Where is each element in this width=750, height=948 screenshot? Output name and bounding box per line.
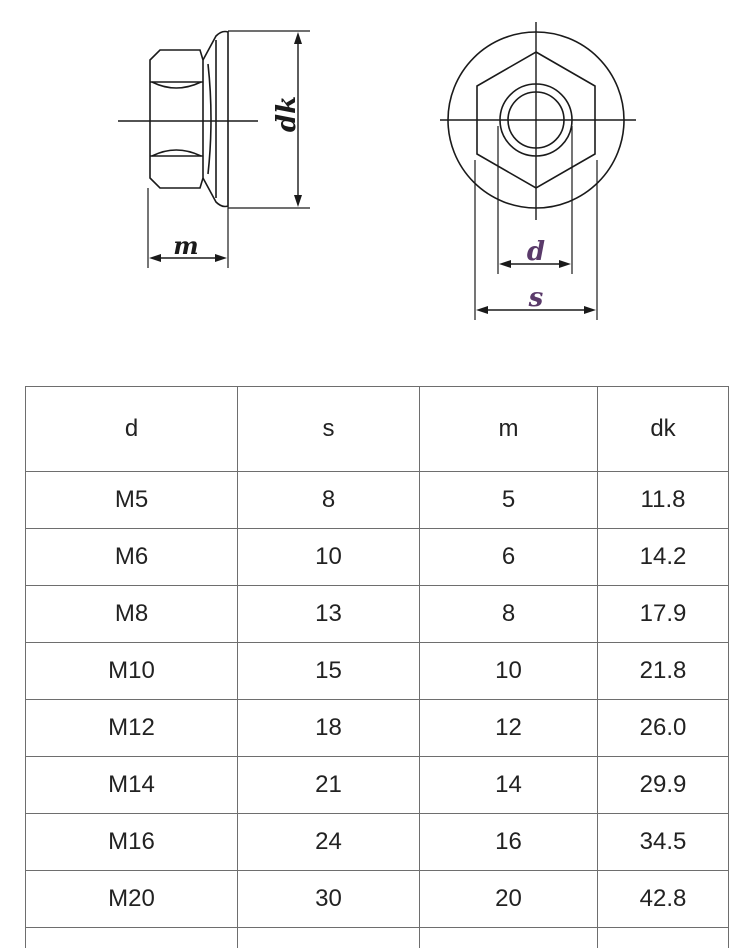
header-s: s [238,387,420,472]
hex-body-outline [150,50,203,188]
cell-m: 12 [420,700,598,757]
cell-empty [598,928,729,948]
s-label: s [528,283,544,313]
table-row [26,586,729,643]
table-row [26,700,729,757]
m-arrow-left [149,254,161,262]
cell-d: M12 [26,700,238,757]
cell-dk: 34.5 [598,814,729,871]
cell-dk: 42.8 [598,871,729,928]
nut-technical-drawing [0,0,750,340]
cell-d: M20 [26,871,238,928]
cell-s: 30 [238,871,420,928]
cell-m: 10 [420,643,598,700]
cell-s: 24 [238,814,420,871]
side-view-arrows [149,32,302,262]
m-label: m [173,231,198,260]
cell-m: 8 [420,586,598,643]
cell-d: M8 [26,586,238,643]
cell-d: M16 [26,814,238,871]
cell-empty [420,928,598,948]
dk-arrow-bottom [294,195,302,207]
cell-s: 8 [238,472,420,529]
dk-label: dk [272,96,302,132]
table-row [26,529,729,586]
cell-s: 10 [238,529,420,586]
cell-d: M5 [26,472,238,529]
cell-dk: 29.9 [598,757,729,814]
cell-dk: 21.8 [598,643,729,700]
table-header-row [26,387,729,472]
table-row [26,871,729,928]
header-dk: dk [598,387,729,472]
dimension-table [25,386,729,948]
cell-s: 18 [238,700,420,757]
table-row [26,757,729,814]
hex-face-curve-upper [152,82,201,88]
cell-d: M6 [26,529,238,586]
header-d: d [26,387,238,472]
cell-d: M14 [26,757,238,814]
d-arrow-right [559,260,571,268]
cell-empty [238,928,420,948]
table-row [26,472,729,529]
cell-d: M10 [26,643,238,700]
m-arrow-right [215,254,227,262]
table-row [26,814,729,871]
cell-s: 13 [238,586,420,643]
cell-m: 14 [420,757,598,814]
cell-dk: 17.9 [598,586,729,643]
s-arrow-left [476,306,488,314]
cell-m: 6 [420,529,598,586]
table-row [26,643,729,700]
cell-empty [26,928,238,948]
d-label: d [527,237,545,267]
d-arrow-left [499,260,511,268]
top-view [440,22,636,320]
cell-dk: 26.0 [598,700,729,757]
header-m: m [420,387,598,472]
flange-curve [208,64,211,174]
cell-m: 16 [420,814,598,871]
cell-dk: 11.8 [598,472,729,529]
cell-m: 20 [420,871,598,928]
cell-s: 21 [238,757,420,814]
s-arrow-right [584,306,596,314]
cell-dk: 14.2 [598,529,729,586]
cell-m: 5 [420,472,598,529]
table-body [26,472,729,948]
hex-face-curve-lower [152,150,201,156]
side-view [118,31,310,268]
table-row-cut-off [26,928,729,948]
table-header [26,387,729,472]
dk-arrow-top [294,32,302,44]
cell-s: 15 [238,643,420,700]
